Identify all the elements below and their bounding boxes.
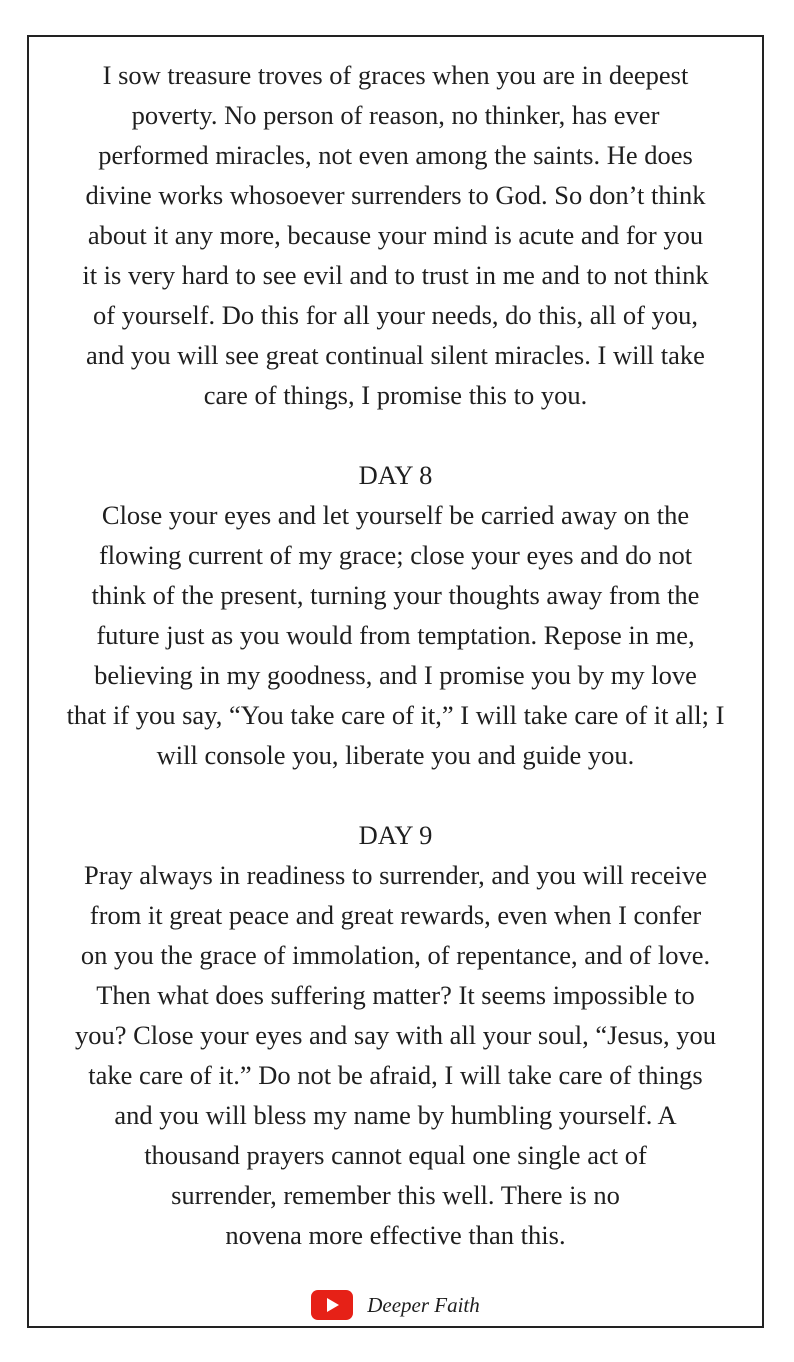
intro-line: of yourself. Do this for all your needs, do this, all of you, (93, 300, 698, 330)
day8-line: Close your eyes and let yourself be carried away on the (101, 500, 690, 530)
channel-name[interactable]: Deeper Faith (367, 1292, 480, 1317)
day9-heading: DAY 9 (358, 820, 433, 850)
day9-line: novena more effective than this. (225, 1220, 566, 1250)
document-body (29, 55, 762, 1255)
intro-line: divine works whosoever surrenders to God. So don’t think (85, 180, 706, 210)
day8-line: that if you say, “You take care of it,” I will take care of it all; I (66, 700, 725, 730)
intro-line: poverty. No person of reason, no thinker, has ever (131, 100, 660, 130)
intro-line: about it any more, because your mind is acute and for you (87, 220, 704, 250)
intro-paragraph (39, 55, 752, 415)
day9-line: and you will bless my name by humbling yourself. A (114, 1100, 677, 1130)
day9-line: from it great peace and great rewards, even when I confer (89, 900, 702, 930)
play-triangle-icon (324, 1297, 340, 1313)
day8-line: think of the present, turning your thoughts away from the (91, 580, 700, 610)
intro-line: care of things, I promise this to you. (203, 380, 588, 410)
footer-brand (29, 1290, 762, 1320)
day9-line: Then what does suffering matter? It seems impossible to (96, 980, 695, 1010)
intro-line: I sow treasure troves of graces when you are in deepest (102, 60, 689, 90)
day8-heading: DAY 8 (358, 460, 433, 490)
page-frame (27, 35, 764, 1328)
day9-line: on you the grace of immolation, of repentance, and of love. (80, 940, 711, 970)
day8-line: will console you, liberate you and guide you. (156, 740, 635, 770)
intro-line: performed miracles, not even among the saints. He does (98, 140, 693, 170)
intro-line: and you will see great continual silent miracles. I will take (86, 340, 705, 370)
day8-section (39, 455, 752, 775)
day9-line: surrender, remember this well. There is no (171, 1180, 620, 1210)
day9-line: Pray always in readiness to surrender, and you will receive (84, 860, 707, 890)
day8-line: future just as you would from temptation. Repose in me, (96, 620, 695, 650)
day9-line: take care of it.” Do not be afraid, I will take care of things (88, 1060, 703, 1090)
day9-line: thousand prayers cannot equal one single act of (144, 1140, 647, 1170)
day8-line: flowing current of my grace; close your eyes and do not (98, 540, 693, 570)
youtube-play-icon[interactable] (311, 1290, 353, 1320)
intro-line: it is very hard to see evil and to trust in me and to not think (82, 260, 709, 290)
day8-line: believing in my goodness, and I promise you by my love (94, 660, 697, 690)
day9-line: you? Close your eyes and say with all your soul, “Jesus, you (74, 1020, 717, 1050)
day9-section (39, 815, 752, 1255)
